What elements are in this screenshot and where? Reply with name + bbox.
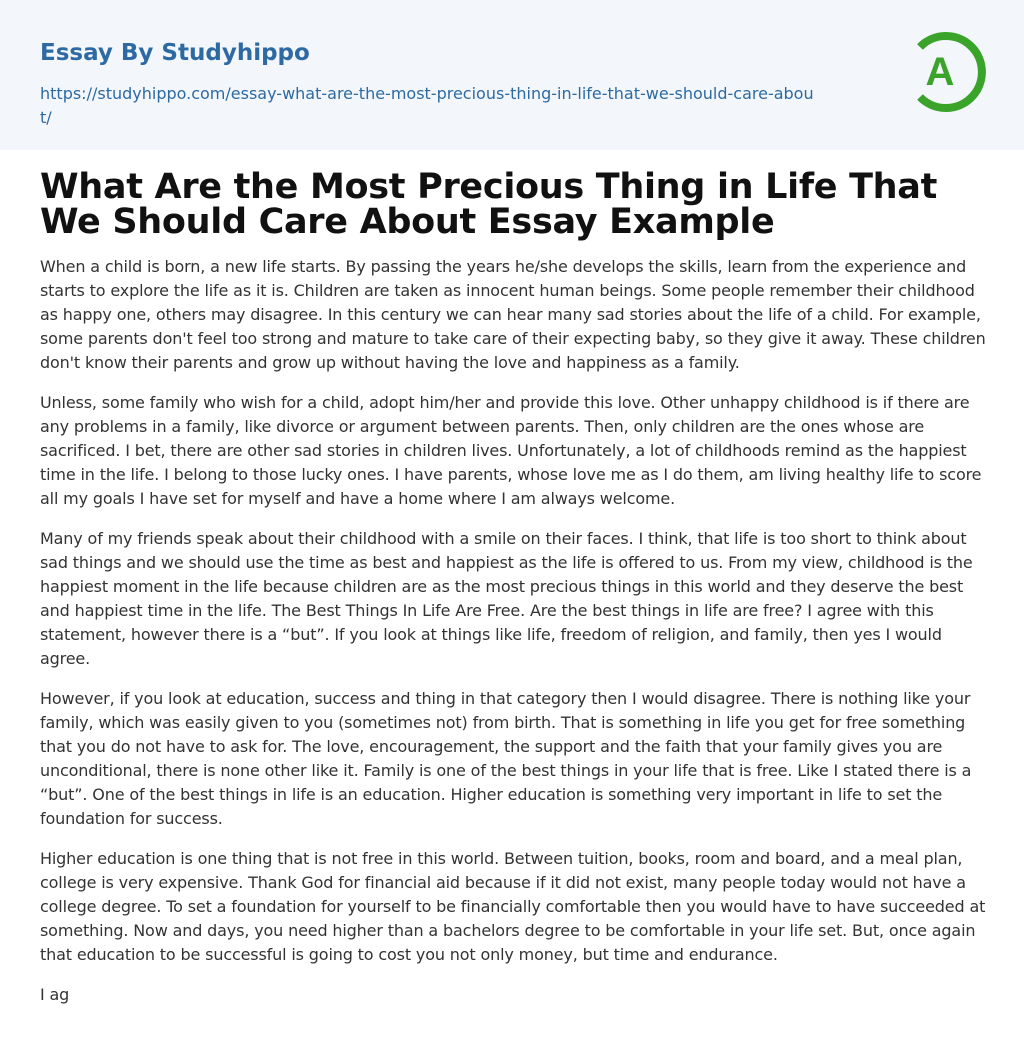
essay-body bbox=[40, 255, 990, 1023]
article-url-link[interactable]: https://studyhippo.com/essay-what-are-the-most-precious-thing-in-life-that-we-should-care-about/ bbox=[40, 84, 814, 127]
paragraph: Many of my friends speak about their childhood with a smile on their faces. I think, that life is too short to think about sad things and we should use the time as best and happiest as the life is offered to us. From my view, childhood is the happiest moment in the life because children are as the most precious things in this world and they deserve the best and happiest time in the life. The Best Things In Life Are Free. Are the best things in life are free? I agree with this statement, however there is a “but”. If you look at things like life, freedom of religion, and family, then yes I would agree. bbox=[40, 529, 973, 668]
studyhippo-logo-icon[interactable] bbox=[908, 28, 988, 116]
site-name[interactable]: Essay By Studyhippo bbox=[40, 40, 310, 66]
page-title: What Are the Most Precious Thing in Life That We Should Care About Essay Example bbox=[40, 167, 938, 242]
logo-letter: A bbox=[925, 50, 955, 94]
paragraph-truncated: I ag bbox=[40, 985, 70, 1004]
site-header bbox=[0, 0, 1024, 150]
paragraph: When a child is born, a new life starts. By passing the years he/she develops the skills, learn from the experience and starts to explore the life as it is. Children are taken as innocent human beings. Some people remember their childhood as happy one, others may disagree. In this century we can hear many sad stories about the life of a child. For example, some parents don't feel too strong and mature to take care of their expecting baby, so they give it away. These children don't know their parents and grow up without having the love and happiness as a family. bbox=[40, 257, 986, 372]
paragraph: Higher education is one thing that is not free in this world. Between tuition, books, room and board, and a meal plan, college is very expensive. Thank God for financial aid because if it did not exist, many people today would not have a college degree. To set a foundation for yourself to be financially comfortable then you would have to have succeeded at something. Now and days, you need higher than a bachelors degree to be comfortable in your life set. But, once again that education to be successful is going to cost you not only money, but time and endurance. bbox=[40, 849, 986, 964]
paragraph: Unless, some family who wish for a child, adopt him/her and provide this love. Other unhappy childhood is if there are any problems in a family, like divorce or argument between parents. Then, only children are the ones whose are sacrificed. I bet, there are other sad stories in children lives. Unfortunately, a lot of childhoods remind as the happiest time in the life. I belong to those lucky ones. I have parents, whose love me as I do them, am living healthy life to score all my goals I have set for myself and have a home where I am always welcome. bbox=[40, 393, 982, 508]
paragraph: However, if you look at education, success and thing in that category then I would disagree. There is nothing like your family, which was easily given to you (sometimes not) from birth. That is something in life you get for free something that you do not have to ask for. The love, encouragement, the support and the faith that your family gives you are unconditional, there is none other like it. Family is one of the best things in your life that is free. Like I stated there is a “but”. One of the best things in life is an education. Higher education is something very important in life to set the foundation for success. bbox=[40, 689, 972, 828]
